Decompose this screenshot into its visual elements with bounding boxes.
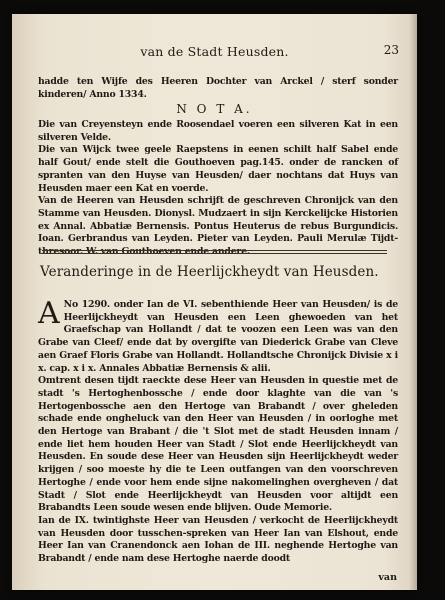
opening-paragraph <box>38 76 398 101</box>
section-rule-bottom <box>42 253 387 254</box>
catchword: van <box>378 572 397 583</box>
section-title-text: Veranderinge in de Heerlijckheydt van Heusden. <box>40 264 379 280</box>
section-title <box>40 264 379 280</box>
paragraph-2: Omtrent desen tijdt raeckte dese Heer van Heusden in questie met de stadt 's Hertoghenbossche / ende door klaghte van die van 's Hertogenbossche aen den Hertoge van Brabandt / over gheleden schade ende ongheluck van den Heer van Heusden / in oorloghe met den Hertoge van Brabant / die 't Slot met de stadt Heusden innam / ende liet hem houden Heer van Stadt / Slot ende Heerlijckheydt van Heusden. En soude dese Heer van Heusden sijn Heerlijckheydt weder krijgen / soo moeste hy die te Leen outfangen van den voorschreven Hertoghe / ende voor hem ende sijne nakomelinghen overgheven / dat Stadt / Slot ende Heerlijckheydt van Heusden voor altijdt een Brabandts Leen soude wesen ende blijven. Oude Memorie. <box>38 375 398 514</box>
nota-line-1: Die van Creyensteyn ende Roosendael voeren een silveren Kat in een silveren Velde. <box>38 119 398 143</box>
page-edge-shadow <box>409 14 417 590</box>
nota-line-3-text: Van de Heeren van Heusden schrijft de geschreven Chronijck van den Stamme van Heusden. Dionysl. Mudzaert in sijn Kerckelijcke Historien ex Annal. Abbatiæ Bernensis. Pontus Heuterus de rebus Burgundicis. Ioan. Gerbrandus van Leyden. Pieter van Leyden. Pauli Merulæ Tijdt-thresoor. W. van Gouthoeven ende andere. <box>38 195 398 258</box>
running-head: van de Stadt Heusden. <box>140 44 289 59</box>
paragraph-1-text: No 1290. onder Ian de VI. sebenthiende Heer van Heusden/ is de Heerlijckheydt van Heusden een Leen ghewoeden van het Graefschap van Hollandt / dat te voozen een Leen was van den Grabe van Cleef/ ende dat by overgifte van Diederick Grabe van Cleve aen Graef Floris Grabe van Hollandt. Hollandtsche Chronijck Divisie x i x. cap. x i x. Annales Abbatiæ Bernensis & alii. <box>38 299 398 374</box>
main-text <box>38 296 398 566</box>
section-rule-top <box>42 250 387 251</box>
drop-cap: A <box>38 296 60 331</box>
paragraph-3: Ian de IX. twintighste Heer van Heusden / verkocht de Heerlijckheydt van Heusden door tusschen-spreken van Heer Ian van Elshout, ende Heer Ian van Cranendonck aen Iohan de III. neghende Hertoghe van Brabandt / ende nam dese Hertoghe naerde doodt <box>38 514 398 565</box>
opening-text: hadde ten Wijfe des Heeren Dochter van Arckel / sterf sonder kinderen/ Anno 1334. <box>38 76 398 100</box>
nota-block <box>38 119 398 259</box>
book-page <box>12 14 417 590</box>
nota-heading: N O T A. <box>176 102 253 116</box>
page-number: 23 <box>383 43 399 57</box>
nota-line-2: Die van Wijck twee geele Raepstens in eenen schilt half Sabel ende half Gout/ ende stelt die Gouthoeven pag.145. onder de rancken of spranten van den Huyse van Heusden/ daer nochtans dat Huys van Heusden maer een Kat en voerde. <box>38 144 398 194</box>
paragraph-1 <box>38 296 398 375</box>
